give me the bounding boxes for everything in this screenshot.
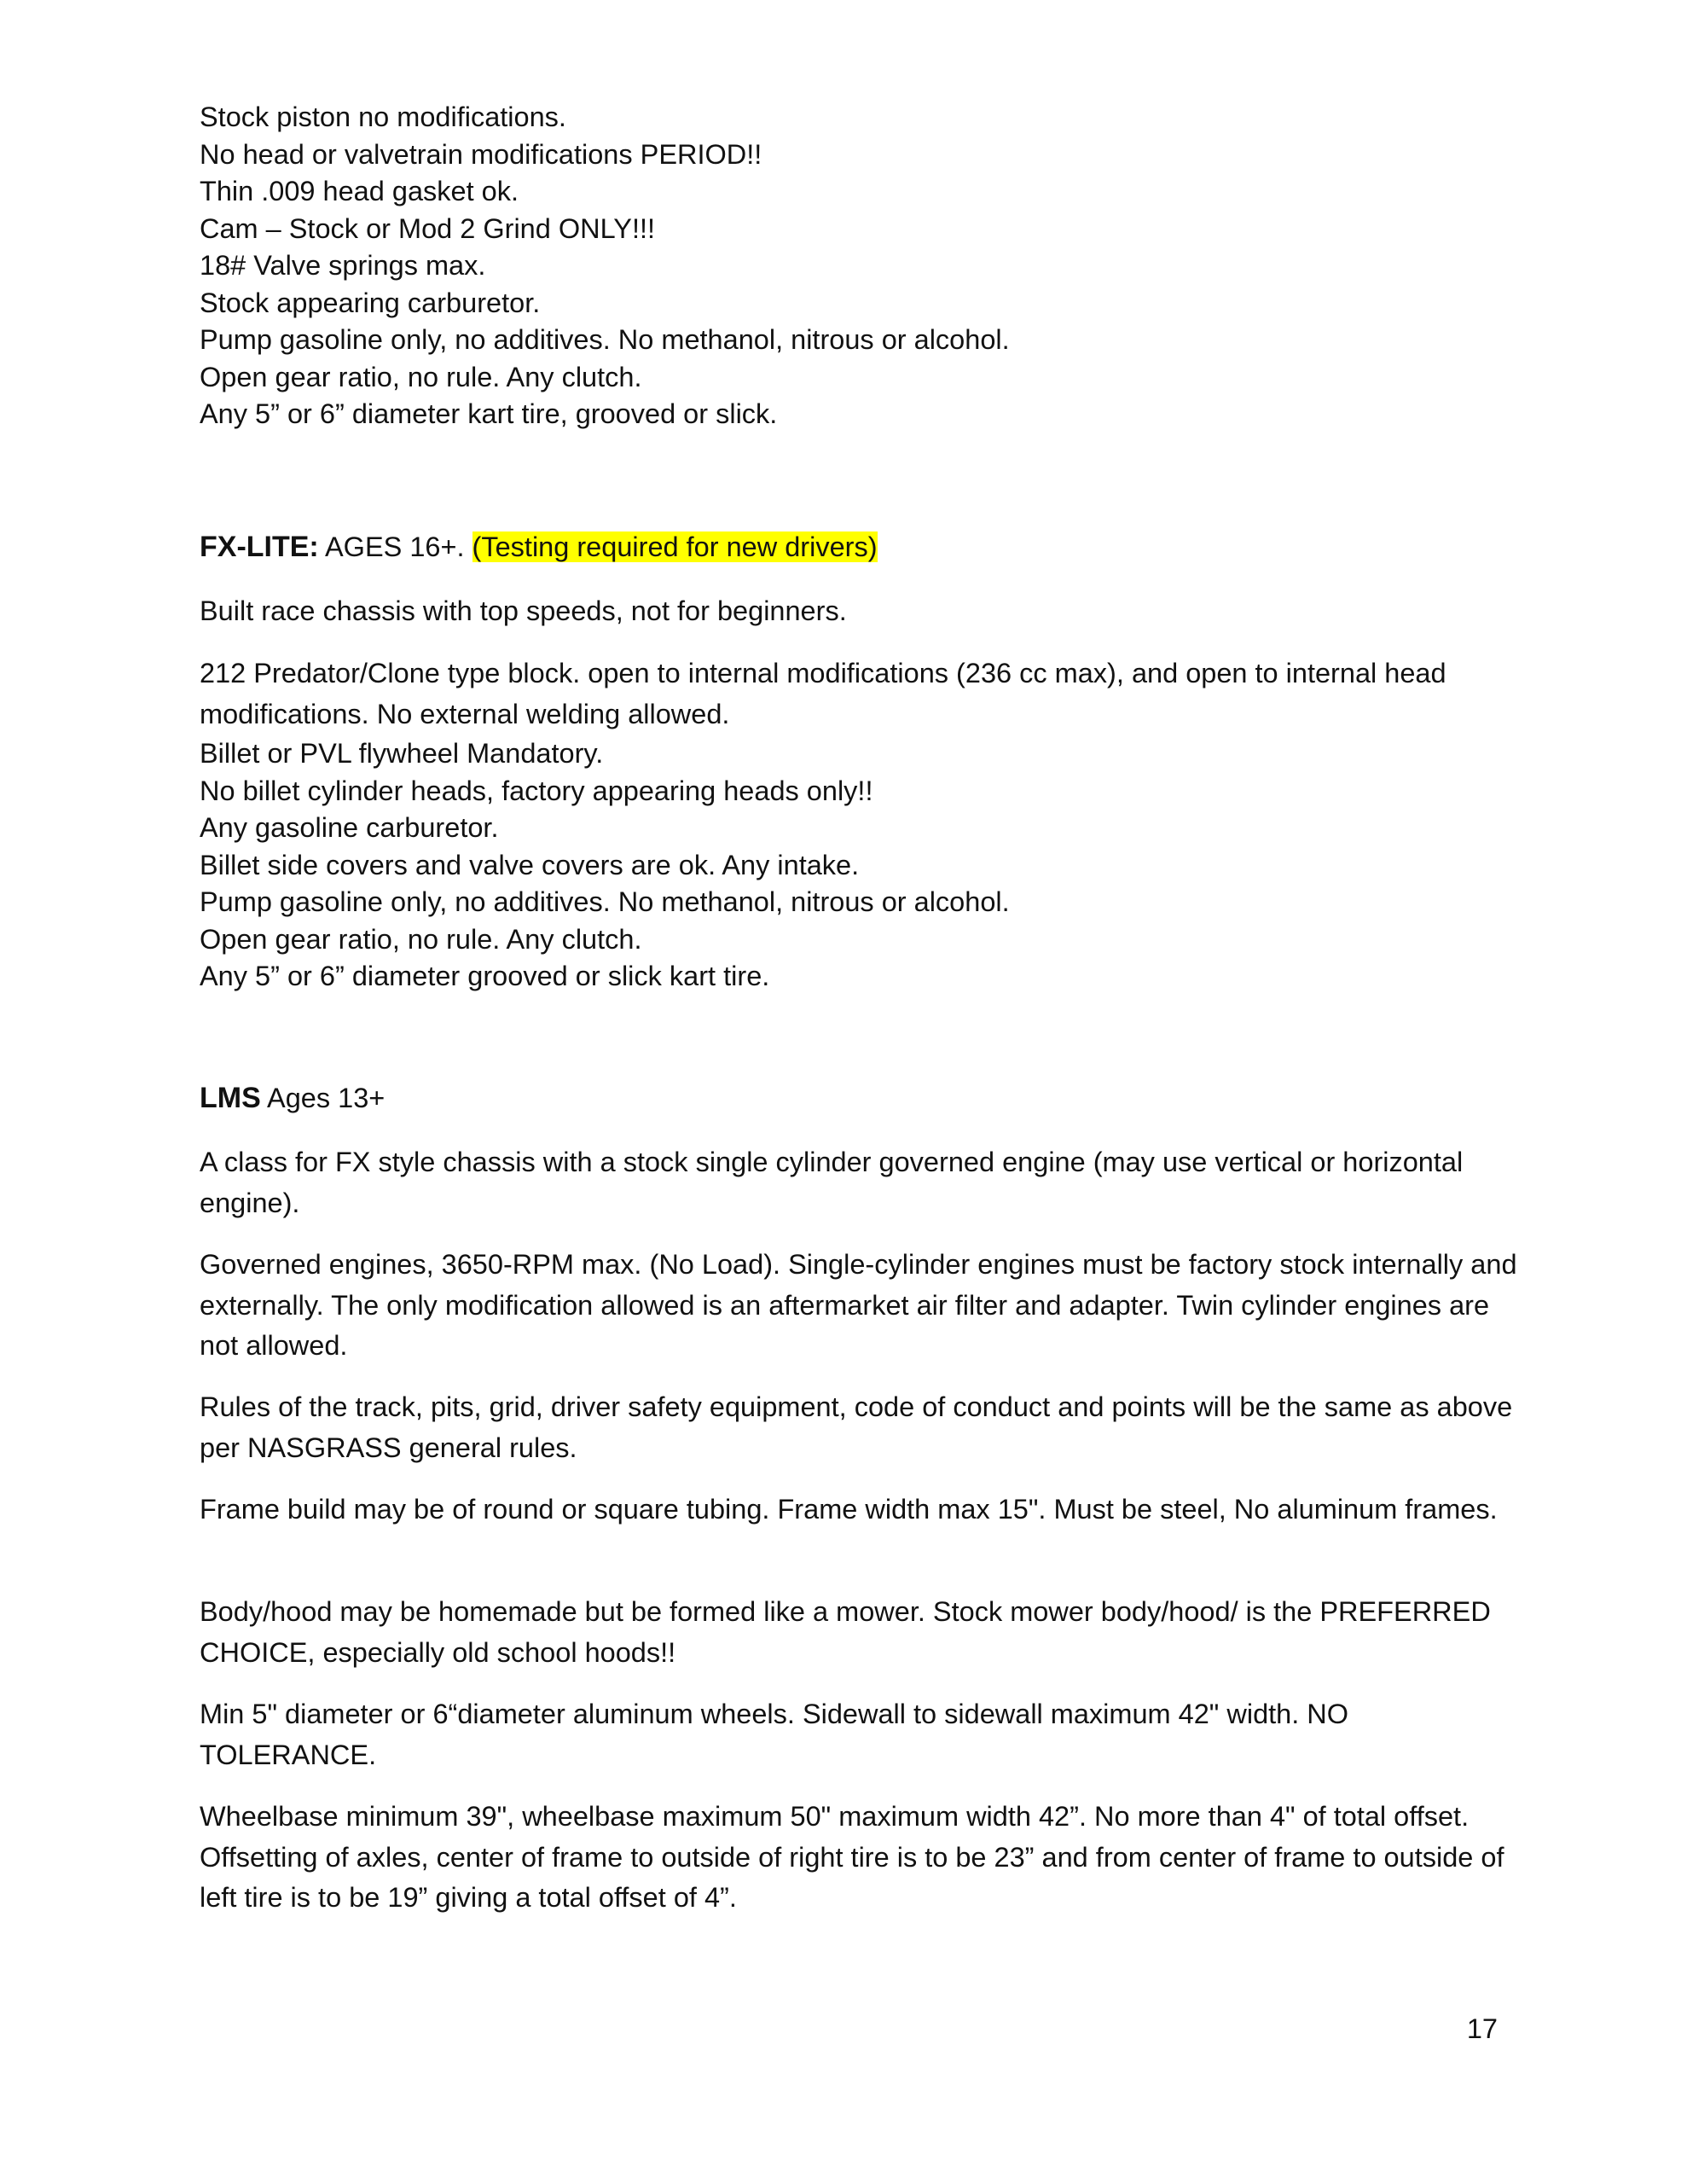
fx-lite-title: FX-LITE: <box>200 531 319 563</box>
rule-line: Open gear ratio, no rule. Any clutch. <box>200 361 642 392</box>
fx-lite-ages: AGES 16+. <box>318 531 472 562</box>
lms-title: LMS <box>200 1082 261 1114</box>
rule-line: Cam – Stock or Mod 2 Grind ONLY!!! <box>200 212 656 244</box>
rule-line: Billet side covers and valve covers are ok. Any intake. <box>200 849 860 880</box>
fx-lite-testing-note: (Testing required for new drivers) <box>472 531 878 562</box>
engine-rules-list <box>200 99 1530 433</box>
rule-line: Open gear ratio, no rule. Any clutch. <box>200 923 642 955</box>
lms-paragraph: Governed engines, 3650-RPM max. (No Load). Single-cylinder engines must be factory stock internally and externally. The only modification allowed is an aftermarket air filter and adapter. Twin cylinder engines are not allowed. <box>200 1249 1517 1361</box>
rule-line: Stock appearing carburetor. <box>200 287 541 318</box>
rule-line: Pump gasoline only, no additives. No methanol, nitrous or alcohol. <box>200 324 1010 355</box>
lms-paragraph: Rules of the track, pits, grid, driver safety equipment, code of conduct and points will be the same as above per NASGRASS general rules. <box>200 1391 1513 1463</box>
lms-paragraph: A class for FX style chassis with a stock single cylinder governed engine (may use vertical or horizontal engine). <box>200 1147 1464 1218</box>
rule-line: Thin .009 head gasket ok. <box>200 176 519 206</box>
lms-ages: Ages 13+ <box>260 1083 386 1113</box>
lms-paragraph: Frame build may be of round or square tubing. Frame width max 15". Must be steel, No aluminum frames. <box>200 1494 1498 1525</box>
rule-line: No billet cylinder heads, factory appearing heads only!! <box>200 775 873 806</box>
rule-line: Any gasoline carburetor. <box>200 812 499 843</box>
fx-lite-intro: Built race chassis with top speeds, not for beginners. <box>200 595 847 626</box>
lms-paragraph: Min 5" diameter or 6“diameter aluminum wheels. Sidewall to sidewall maximum 42" width. NO TOLERANCE. <box>200 1699 1349 1770</box>
rule-line: Billet or PVL flywheel Mandatory. <box>200 738 604 769</box>
lms-paragraph: Wheelbase minimum 39", wheelbase maximum 50" maximum width 42”. No more than 4" of total offset. Offsetting of axles, center of frame to outside of right tire is to be 23” and from center of frame to outside of left tire is to be 19” giving a total offset of 4”. <box>200 1801 1504 1913</box>
lms-paragraph: Body/hood may be homemade but be formed like a mower. Stock mower body/hood/ is the PREFERRED CHOICE, especially old school hoods!! <box>200 1596 1491 1668</box>
rule-line: Pump gasoline only, no additives. No methanol, nitrous or alcohol. <box>200 886 1010 917</box>
fx-lite-rules-list <box>200 735 1530 996</box>
rule-line: Any 5” or 6” diameter grooved or slick kart tire. <box>200 961 770 991</box>
fx-lite-block-rule: 212 Predator/Clone type block. open to internal modifications (236 cc max), and open to internal head modifications. No external welding allowed. <box>200 658 1446 729</box>
rule-line: Stock piston no modifications. <box>200 102 566 132</box>
lms-heading <box>200 1078 1530 1118</box>
page-number: 17 <box>1466 2013 1498 2044</box>
rule-line: Any 5” or 6” diameter kart tire, grooved or slick. <box>200 398 778 429</box>
fx-lite-heading <box>200 527 1530 567</box>
rule-line: 18# Valve springs max. <box>200 250 486 281</box>
rule-line: No head or valvetrain modifications PERIOD!! <box>200 138 762 170</box>
